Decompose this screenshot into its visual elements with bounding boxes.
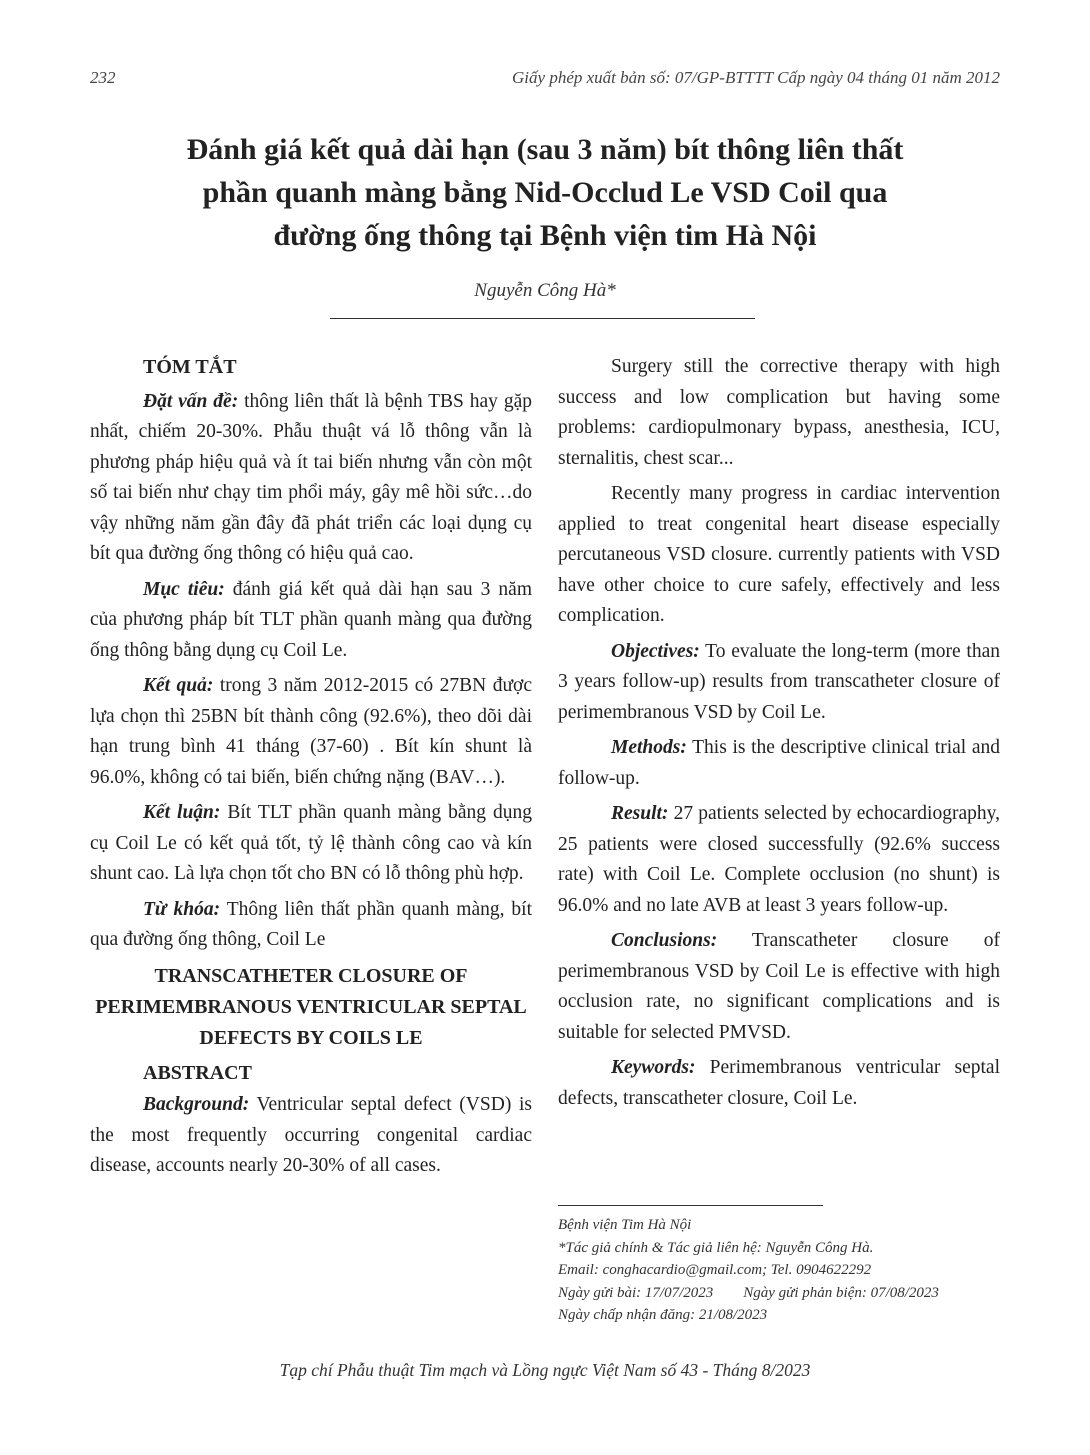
title-line: đường ống thông tại Bệnh viện tim Hà Nội <box>273 219 817 252</box>
paragraph <box>90 1090 532 1182</box>
submitted-date: Ngày gửi bài: 17/07/2023 <box>558 1284 714 1301</box>
section-heading: ABSTRACT <box>143 1061 252 1084</box>
paragraph-label: Result: <box>611 803 669 824</box>
running-header: Giấy phép xuất bản số: 07/GP-BTTTT Cấp ngày 04 tháng 01 năm 2012 <box>512 68 1000 87</box>
paragraph-label: Mục tiêu: <box>143 578 225 600</box>
paragraph <box>90 387 532 570</box>
paragraph-text: Perimembranous ventricular septal defects, transcatheter closure, Coil Le. <box>558 1057 1000 1109</box>
paragraph <box>90 575 532 667</box>
paragraph-label: Kết luận: <box>143 802 221 823</box>
affiliation: Bệnh viện Tim Hà Nội <box>558 1217 692 1233</box>
paragraph <box>90 798 532 890</box>
paragraph-text: Recently many progress in cardiac intervention applied to treat congenital heart disease especially percutaneous VSD closure. currently patients with VSD have other choice to cure safely, effectively and less complication. <box>558 483 1000 626</box>
paragraph <box>558 799 1000 921</box>
paragraph-text: Transcatheter closure of perimembranous VSD by Coil Le is effective with high occlusion rate, no significant complications and is suitable for selected PMVSD. <box>558 930 1000 1043</box>
paragraph <box>558 637 1000 729</box>
section-heading: TÓM TẮT <box>143 356 237 378</box>
paragraph <box>90 671 532 793</box>
paragraph-text: To evaluate the long-term (more than 3 years follow-up) results from transcatheter closure of perimembranous VSD by Coil Le. <box>558 640 1000 723</box>
english-title: TRANSCATHETER CLOSURE OF PERIMEMBRANOUS VENTRICULAR SEPTAL DEFECTS BY COILS LE <box>95 964 527 1049</box>
paragraph-text: 27 patients selected by echocardiography, 25 patients were closed successfully (92.6% success rate) with Coil Le. Complete occlusion (no shunt) is 96.0% and no late AVB at least 3 years follow-up. <box>558 803 1000 916</box>
paragraph-label: Conclusions: <box>611 930 718 951</box>
article-title <box>100 128 990 257</box>
paragraph-text: Thông liên thất phần quanh màng, bít qua đường ống thông, Coil Le <box>90 898 533 950</box>
paragraph <box>90 895 532 956</box>
paragraph-label: Từ khóa: <box>143 898 221 920</box>
divider <box>330 318 755 319</box>
paragraph-label: Kết quả: <box>143 675 214 696</box>
reviewed-date: Ngày gửi phản biện: 07/08/2023 <box>743 1284 939 1301</box>
paragraph-label: Methods: <box>611 737 687 758</box>
paragraph <box>558 733 1000 794</box>
paragraph <box>558 479 1000 632</box>
footnotes <box>558 1214 939 1327</box>
paragraph-text: Bít TLT phần quanh màng bằng dụng cụ Coil Le có kết quả tốt, tỷ lệ thành công cao và kín shunt cao. Là lựa chọn tốt cho BN có lỗ thông phù hợp. <box>90 802 533 884</box>
paragraph-label: Objectives: <box>611 640 700 662</box>
paragraph-text: Surgery still the corrective therapy with high success and low complication but having some problems: cardiopulmonary bypass, anesthesia, ICU, sternalitis, chest scar... <box>558 356 1000 469</box>
paragraph-label: Keywords: <box>611 1057 696 1078</box>
accepted-date: Ngày chấp nhận đăng: 21/08/2023 <box>558 1307 768 1323</box>
paragraph-label: Background: <box>143 1094 250 1115</box>
corresponding-author: *Tác giả chính & Tác giả liên hệ: Nguyễn Công Hà. <box>558 1239 874 1256</box>
author: Nguyễn Công Hà* <box>474 280 616 301</box>
paragraph <box>558 1053 1000 1114</box>
page-number: 232 <box>90 68 116 87</box>
paragraph <box>558 352 1000 474</box>
left-column <box>90 352 532 1187</box>
paragraph-text: Ventricular septal defect (VSD) is the most frequently occurring congenital cardiac disease, accounts nearly 20-30% of all cases. <box>90 1094 532 1176</box>
paragraph-text: đánh giá kết quả dài hạn sau 3 năm của phương pháp bít TLT phần quanh màng qua đường ống thông bằng dụng cụ Coil Le. <box>90 578 532 661</box>
title-line: Đánh giá kết quả dài hạn (sau 3 năm) bít thông liên thất <box>186 133 904 166</box>
paragraph-text: thông liên thất là bệnh TBS hay gặp nhất, chiếm 20-30%. Phẫu thuật vá lỗ thông vẫn là phương pháp hiệu quả và ít tai biến nhưng vẫn còn một số tai biến như chạy tim phổi máy, gây mê hồi sức…do vậy những năm gần đây đã phát triển các loại dụng cụ bít qua đường ống thông có hiệu quả cao. <box>90 390 532 564</box>
paragraph-text: trong 3 năm 2012-2015 có 27BN được lựa chọn thì 25BN bít thành công (92.6%), theo dõi dài hạn trung bình 41 tháng (37-60) . Bít kín shunt là 96.0%, không có tai biến, biến chứng nặng (BAV…). <box>90 675 532 788</box>
paragraph-text: This is the descriptive clinical trial and follow-up. <box>558 737 1000 789</box>
contact-info: Email: conghacardio@gmail.com; Tel. 0904622292 <box>558 1262 872 1278</box>
right-column <box>558 352 1000 1119</box>
paragraph <box>558 926 1000 1048</box>
footnote-divider <box>558 1205 823 1206</box>
title-line: phần quanh màng bằng Nid-Occlud Le VSD Coil qua <box>202 176 888 209</box>
journal-footer: Tạp chí Phẫu thuật Tim mạch và Lồng ngực Việt Nam số 43 - Tháng 8/2023 <box>279 1360 811 1380</box>
paragraph-label: Đặt vấn đề: <box>143 390 239 412</box>
